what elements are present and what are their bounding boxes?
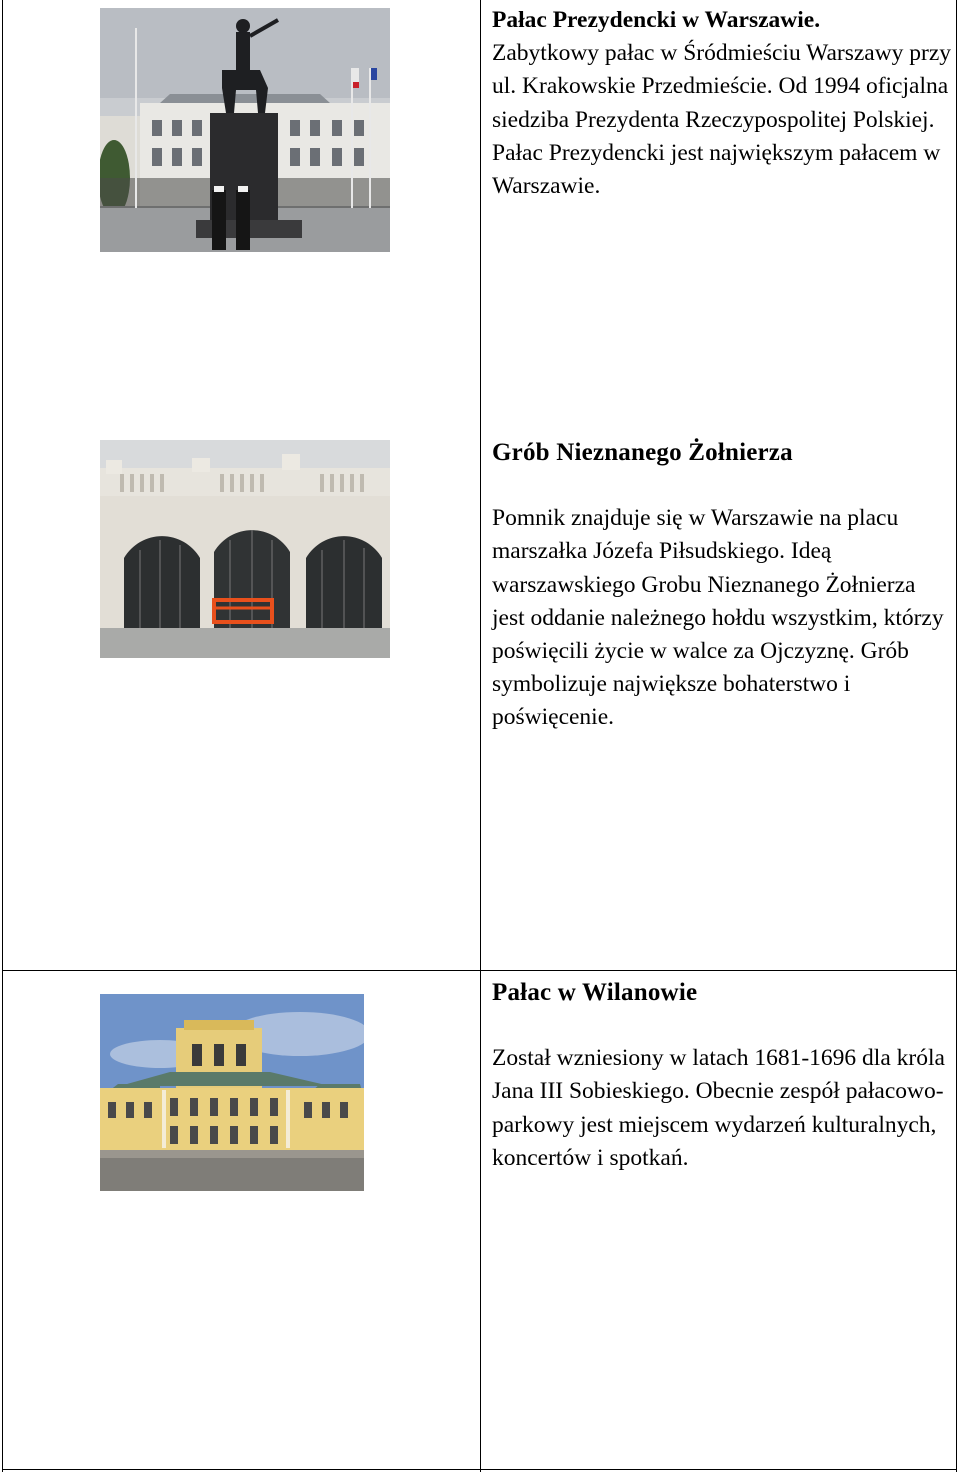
section-wilanow-palace — [492, 976, 952, 1175]
table-right-border — [956, 0, 957, 1472]
section-body: Pomnik znajduje się w Warszawie na placu marszałka Józefa Piłsudskiego. Ideą warszawskiego Grobu Nieznanego Żołnierza jest oddanie należnego hołdu wszystkim, którzy poświęcili życie w walce za Ojczyznę. Grób symbolizuje największe bohaterstwo i poświęcenie. — [492, 505, 944, 731]
paragraph-gap — [492, 1009, 952, 1042]
row-divider — [2, 970, 957, 971]
wilanow-palace-photo — [100, 994, 364, 1191]
section-title: Pałac Prezydencki w Warszawie. — [492, 7, 821, 33]
section-title: Pałac w Wilanowie — [492, 979, 698, 1006]
section-title: Grób Nieznanego Żołnierza — [492, 439, 793, 466]
arcade-monument-photo — [100, 440, 390, 658]
column-divider — [480, 0, 481, 1472]
paragraph-gap — [492, 469, 952, 502]
palace-statue-photo — [100, 8, 390, 252]
section-tomb-unknown-soldier — [492, 436, 952, 735]
section-palace-presidential — [492, 4, 952, 203]
table-left-border — [2, 0, 3, 1472]
section-body: Został wzniesiony w latach 1681-1696 dla króla Jana III Sobieskiego. Obecnie zespół pałacowo-parkowy jest miejscem wydarzeń kulturalnych, koncertów i spotkań. — [492, 1045, 945, 1171]
section-body: Zabytkowy pałac w Śródmieściu Warszawy przy ul. Krakowskie Przedmieście. Od 1994 oficjalna siedziba Prezydenta Rzeczypospolitej Polskiej. Pałac Prezydencki jest największym pałacem w Warszawie. — [492, 40, 952, 200]
table-bottom-border — [2, 1469, 957, 1470]
